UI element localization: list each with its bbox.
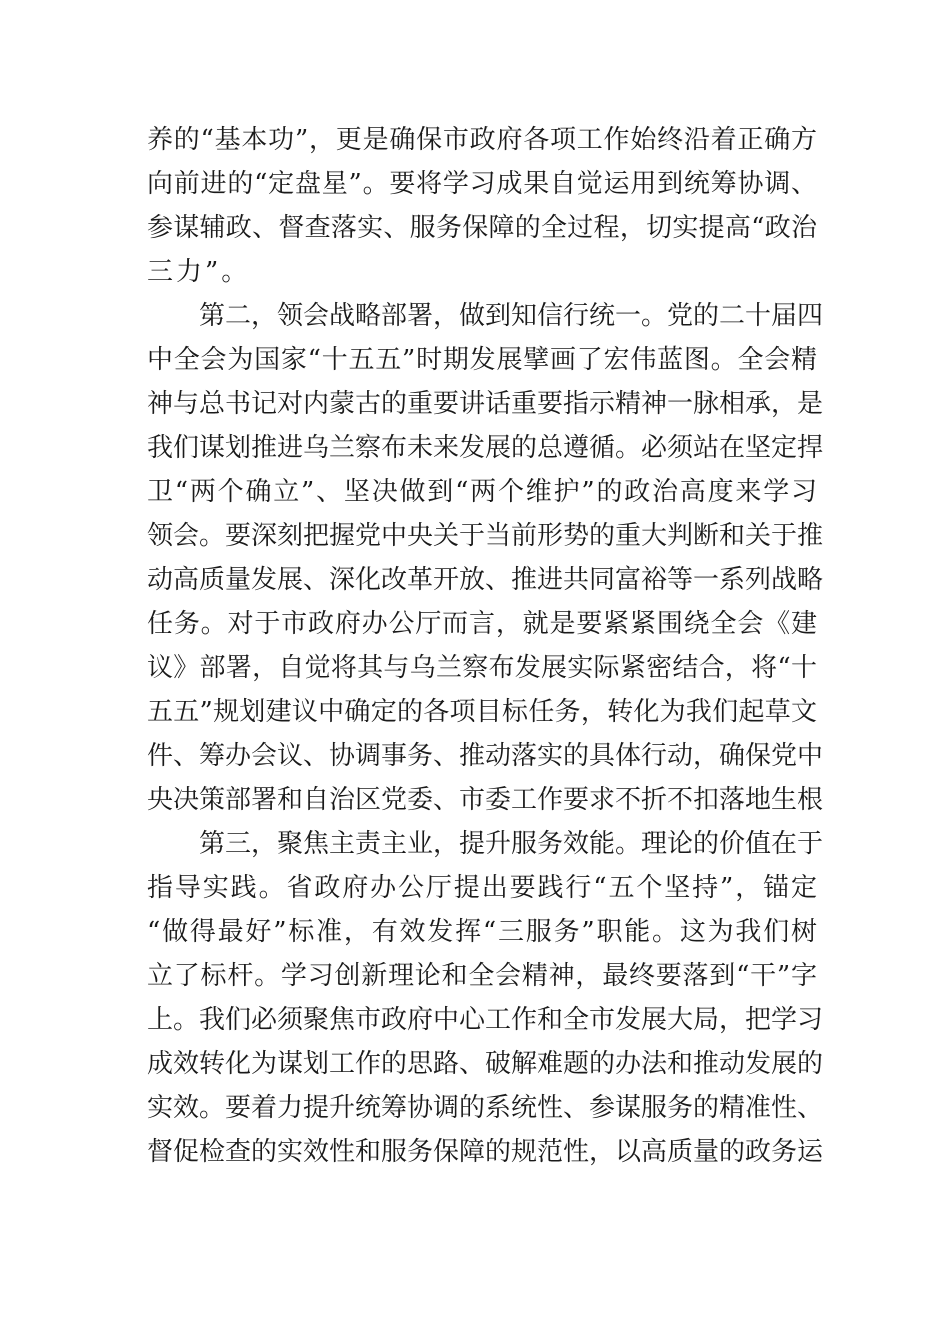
text-line: 神与总书记对内蒙古的重要讲话重要指示精神一脉相承，是 [147,389,824,419]
paragraph-start-line: 第三，聚焦主责主业，提升服务效能。理论的价值在于 [199,829,824,859]
text-line: 实效。要着力提升统筹协调的系统性、参谋服务的精准性、 [147,1093,824,1123]
text-line: 动高质量发展、深化改革开放、推进共同富裕等一系列战略 [147,565,824,595]
text-line: 中全会为国家“十五五”时期发展擘画了宏伟蓝图。全会精 [147,345,817,375]
text-line: 督促检查的实效性和服务保障的规范性，以高质量的政务运 [147,1137,824,1167]
text-line: 上。我们必须聚焦市政府中心工作和全市发展大局，把学习 [147,1005,824,1035]
text-line: 三力”。 [147,257,251,287]
text-line: 件、筹办会议、协调事务、推动落实的具体行动，确保党中 [147,741,824,771]
text-line: 指导实践。省政府办公厅提出要践行“五个坚持”，锚定 [147,873,817,903]
text-line: 议》部署，自觉将其与乌兰察布发展实际紧密结合，将“十 [147,653,817,683]
text-line: 卫“两个确立”、坚决做到“两个维护”的政治高度来学习 [147,477,817,507]
text-line: 参谋辅政、督查落实、服务保障的全过程，切实提高“政治 [147,213,817,243]
text-line: 养的“基本功”，更是确保市政府各项工作始终沿着正确方 [147,125,817,155]
paragraph-start-line: 第二，领会战略部署，做到知信行统一。党的二十届四 [199,301,824,331]
text-line: 五五”规划建议中确定的各项目标任务，转化为我们起草文 [147,697,817,727]
text-line: 领会。要深刻把握党中央关于当前形势的重大判断和关于推 [147,521,824,551]
text-line: “做得最好”标准，有效发挥“三服务”职能。这为我们树 [147,917,817,947]
text-line: 向前进的“定盘星”。要将学习成果自觉运用到统筹协调、 [147,169,817,199]
text-line: 任务。对于市政府办公厅而言，就是要紧紧围绕全会《建 [147,609,817,639]
text-line: 立了标杆。学习创新理论和全会精神，最终要落到“干”字 [147,961,817,991]
text-line: 央决策部署和自治区党委、市委工作要求不折不扣落地生根 [147,785,824,815]
text-line: 我们谋划推进乌兰察布未来发展的总遵循。必须站在坚定捍 [147,433,824,463]
text-line: 成效转化为谋划工作的思路、破解难题的办法和推动发展的 [147,1049,824,1079]
